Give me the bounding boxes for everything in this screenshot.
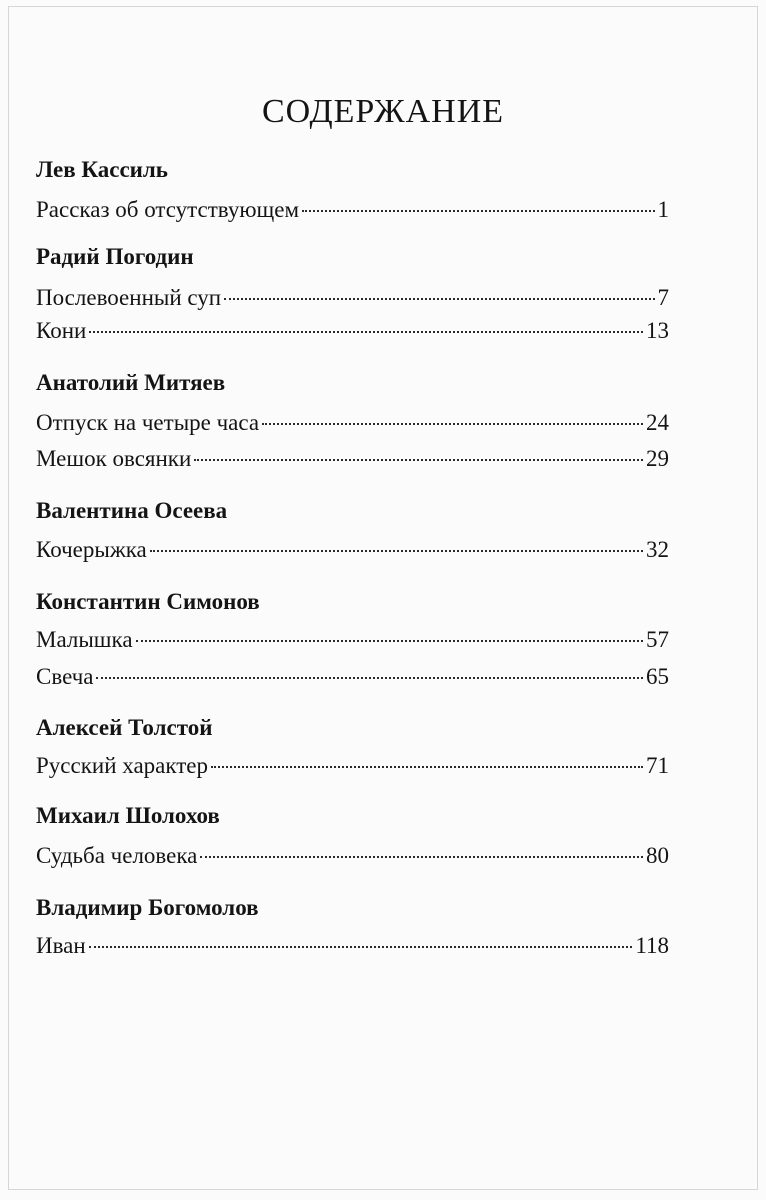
entry-title: Иван	[36, 933, 86, 958]
entry-title: Отпуск на четыре часа	[36, 410, 260, 435]
dot-leader	[89, 946, 633, 948]
entry-page: 1	[657, 197, 669, 222]
author-heading: Валентина Осеева	[36, 498, 228, 523]
author-heading: Радий Погодин	[36, 244, 194, 269]
toc-entry[interactable]	[36, 627, 669, 653]
author-heading: Алексей Толстой	[36, 715, 213, 740]
dot-leader	[150, 550, 643, 552]
author-heading: Константин Симонов	[36, 589, 260, 614]
dot-leader	[136, 640, 643, 642]
entry-page: 24	[646, 410, 669, 435]
toc-entry[interactable]	[36, 410, 669, 436]
entry-page: 118	[635, 933, 669, 958]
entry-title: Свеча	[36, 664, 94, 689]
entry-title: Мешок овсянки	[36, 446, 192, 471]
dot-leader	[211, 766, 643, 768]
toc-entry[interactable]	[36, 446, 669, 472]
dot-leader	[302, 210, 655, 212]
entry-page: 65	[646, 664, 669, 689]
toc-entry[interactable]	[36, 285, 669, 311]
toc-entry[interactable]	[36, 197, 669, 223]
dot-leader	[200, 856, 643, 858]
dot-leader	[96, 677, 643, 679]
entry-page: 32	[646, 537, 669, 562]
page-title: СОДЕРЖАНИЕ	[261, 92, 505, 130]
author-heading: Лев Кассиль	[36, 157, 168, 182]
entry-page: 57	[646, 627, 669, 652]
author-heading: Михаил Шолохов	[36, 803, 220, 828]
toc-entry[interactable]	[36, 318, 669, 344]
entry-title: Судьба человека	[36, 843, 198, 868]
entry-page: 29	[646, 446, 669, 471]
author-heading: Анатолий Митяев	[36, 370, 226, 395]
toc-entry[interactable]	[36, 933, 669, 959]
entry-title: Послевоенный суп	[36, 285, 222, 310]
entry-page: 7	[657, 285, 669, 310]
toc-entry[interactable]	[36, 753, 669, 779]
toc-entry[interactable]	[36, 843, 669, 869]
entry-title: Кочерыжка	[36, 537, 147, 562]
dot-leader	[262, 423, 643, 425]
entry-page: 13	[646, 318, 669, 343]
entry-title: Кони	[36, 318, 87, 343]
toc-entry[interactable]	[36, 537, 669, 563]
entry-title: Русский характер	[36, 753, 208, 778]
dot-leader	[89, 331, 643, 333]
entry-title: Малышка	[36, 627, 133, 652]
entry-title: Рассказ об отсутствующем	[36, 197, 299, 222]
dot-leader	[224, 298, 654, 300]
dot-leader	[194, 459, 643, 461]
author-heading: Владимир Богомолов	[36, 895, 259, 920]
entry-page: 80	[646, 843, 669, 868]
toc-entry[interactable]	[36, 664, 669, 690]
entry-page: 71	[646, 753, 669, 778]
